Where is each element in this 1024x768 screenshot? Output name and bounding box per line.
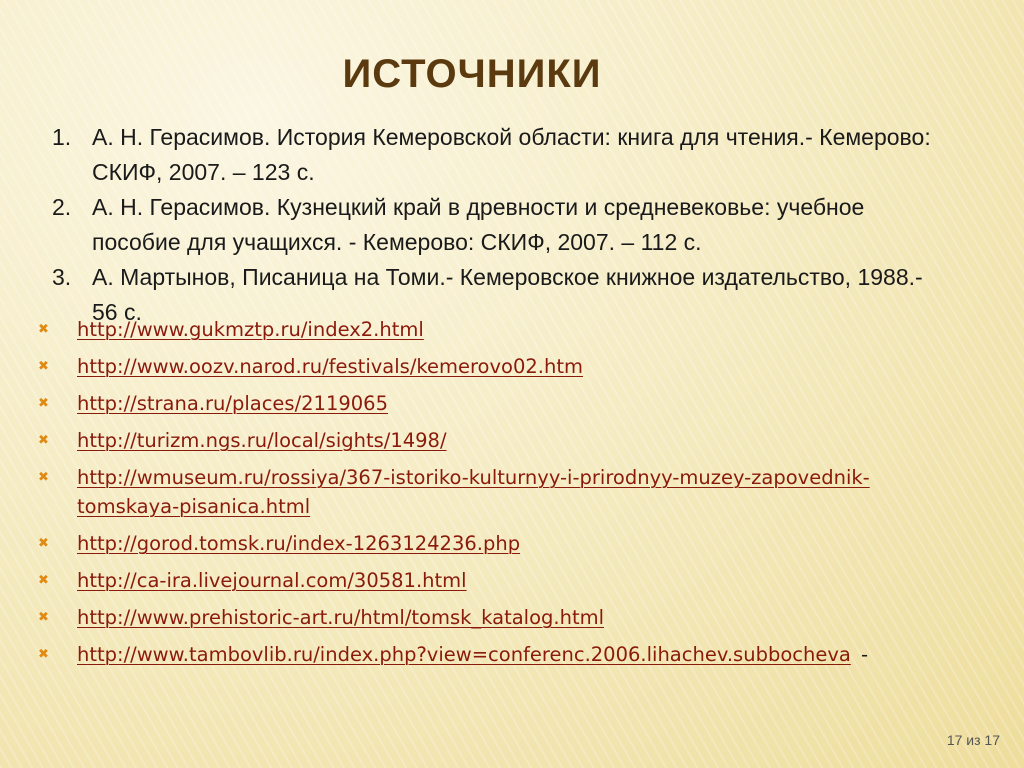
reference-text: А. Мартынов, Писаница на Томи.- Кемеровское книжное издательство, 1988.- 56 с. xyxy=(92,264,923,325)
cross-bullet-icon: ✖ xyxy=(38,396,49,411)
link-item xyxy=(38,603,968,632)
cross-bullet-icon: ✖ xyxy=(38,359,49,374)
link-item xyxy=(38,426,968,455)
reference-text: А. Н. Герасимов. Кузнецкий край в древности и средневековье: учебное пособие для учащихся. - Кемерово: СКИФ, 2007. – 112 с. xyxy=(92,194,865,255)
cross-bullet-icon: ✖ xyxy=(38,322,49,337)
source-link[interactable]: http://gorod.tomsk.ru/index-1263124236.php xyxy=(77,532,521,555)
links-list xyxy=(38,315,968,677)
source-link[interactable]: http://www.oozv.narod.ru/festivals/kemerovo02.htm xyxy=(77,355,583,378)
link-item xyxy=(38,640,968,669)
cross-bullet-icon: ✖ xyxy=(38,536,49,551)
cross-bullet-icon: ✖ xyxy=(38,573,49,588)
link-item xyxy=(38,463,968,521)
source-link[interactable]: http://www.gukmztp.ru/index2.html xyxy=(77,318,424,341)
cross-bullet-icon: ✖ xyxy=(38,470,49,485)
source-link[interactable]: http://ca-ira.livejournal.com/30581.html xyxy=(77,569,467,592)
source-link[interactable]: http://strana.ru/places/2119065 xyxy=(77,392,389,415)
slide-title: ИСТОЧНИКИ xyxy=(342,52,602,96)
reference-item xyxy=(52,190,932,260)
source-link[interactable]: http://wmuseum.ru/rossiya/367-istoriko-kulturnyy-i-prirodnyy-muzey-zapovednik-tomskaya-pisanica.html xyxy=(77,466,870,518)
reference-item xyxy=(52,120,932,190)
cross-bullet-icon: ✖ xyxy=(38,610,49,625)
source-link[interactable]: http://www.tambovlib.ru/index.php?view=conferenc.2006.lihachev.subbocheva xyxy=(77,643,851,666)
references-list xyxy=(52,120,932,330)
source-link[interactable]: http://www.prehistoric-art.ru/html/tomsk_katalog.html xyxy=(77,606,605,629)
link-item xyxy=(38,389,968,418)
page-number: 17 из 17 xyxy=(946,732,1000,748)
link-item xyxy=(38,566,968,595)
cross-bullet-icon: ✖ xyxy=(38,647,49,662)
source-link[interactable]: http://turizm.ngs.ru/local/sights/1498/ xyxy=(77,429,447,452)
reference-number: 2. xyxy=(52,194,72,220)
link-item xyxy=(38,315,968,344)
link-item xyxy=(38,529,968,558)
trailing-dash: - xyxy=(861,643,869,666)
reference-number: 1. xyxy=(52,124,72,150)
link-item xyxy=(38,352,968,381)
reference-text: А. Н. Герасимов. История Кемеровской области: книга для чтения.- Кемерово: СКИФ, 2007. – 123 с. xyxy=(92,124,931,185)
reference-number: 3. xyxy=(52,264,72,290)
cross-bullet-icon: ✖ xyxy=(38,433,49,448)
